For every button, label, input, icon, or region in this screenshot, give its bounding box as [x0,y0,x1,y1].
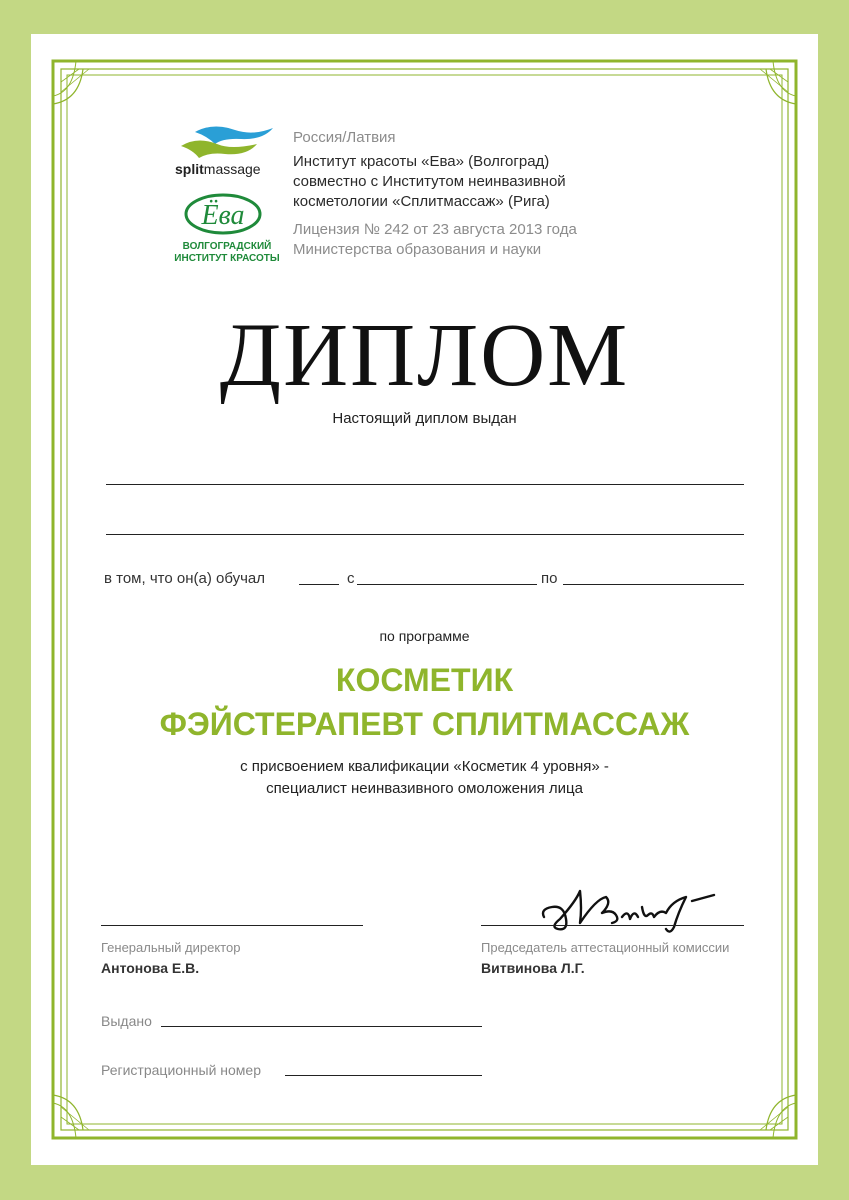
issued-to-text: Настоящий диплом выдан [332,410,517,427]
from-label: с [347,570,355,587]
left-signature-role: Генеральный директор [101,940,241,955]
program-title-line-1: КОСМЕТИК [335,662,514,698]
eva-logo-text: Ёва [201,200,245,231]
license-line-2: Министерства образования и науки [293,241,542,258]
institute-line-2: совместно с Институтом неинвазивной [293,173,566,190]
splitmassage-logo [173,122,283,182]
diploma-title: ДИПЛОМ [219,306,630,405]
name-line-2 [106,534,744,535]
eva-caption-line2: ИНСТИТУТ КРАСОТЫ [174,253,280,264]
split-logo-text: massage [203,161,261,177]
qualification-line-2: специалист неинвазивного омоложения лица [266,780,583,797]
institute-line-3: косметологии «Сплитмассаж» (Рига) [293,193,550,210]
svg-text:splitmassage [175,161,261,177]
issued-line [161,1026,482,1027]
corner-ornament-bottom-right [760,1095,796,1138]
institute-line-1: Институт красоты «Ева» (Волгоград) [293,153,550,170]
corner-ornament-top-left [53,61,89,104]
from-date-line [357,584,537,585]
left-signature-name: Антонова Е.В. [101,960,200,976]
duration-line [299,584,339,585]
diploma-page [31,34,818,1165]
studied-text: в том, что он(а) обучал [104,570,265,587]
registration-label: Регистрационный номер [101,1062,261,1078]
license-line-1: Лицензия № 242 от 23 августа 2013 года [293,221,577,238]
to-date-line [563,584,744,585]
country-text: Россия/Латвия [293,129,396,146]
corner-ornament-top-right [760,61,796,104]
split-logo-bold: split [175,161,204,177]
corner-ornament-bottom-left [53,1095,89,1138]
program-label: по программе [379,628,470,644]
issued-label: Выдано [101,1013,152,1029]
name-line-1 [106,484,744,485]
program-title-line-2: ФЭЙСТЕРАПЕВТ СПЛИТМАССАЖ [159,706,690,742]
eva-caption-line1: ВОЛГОГРАДСКИЙ [182,241,272,252]
registration-line [285,1075,482,1076]
left-signature-line [101,925,363,926]
handwritten-signature [536,879,726,939]
right-signature-line [481,925,744,926]
qualification-line-1: с присвоением квалификации «Косметик 4 уровня» - [240,758,609,775]
eva-institute-logo [171,192,283,268]
right-signature-role: Председатель аттестационный комиссии [481,940,730,955]
to-label: по [541,570,558,587]
right-signature-name: Витвинова Л.Г. [481,960,585,976]
